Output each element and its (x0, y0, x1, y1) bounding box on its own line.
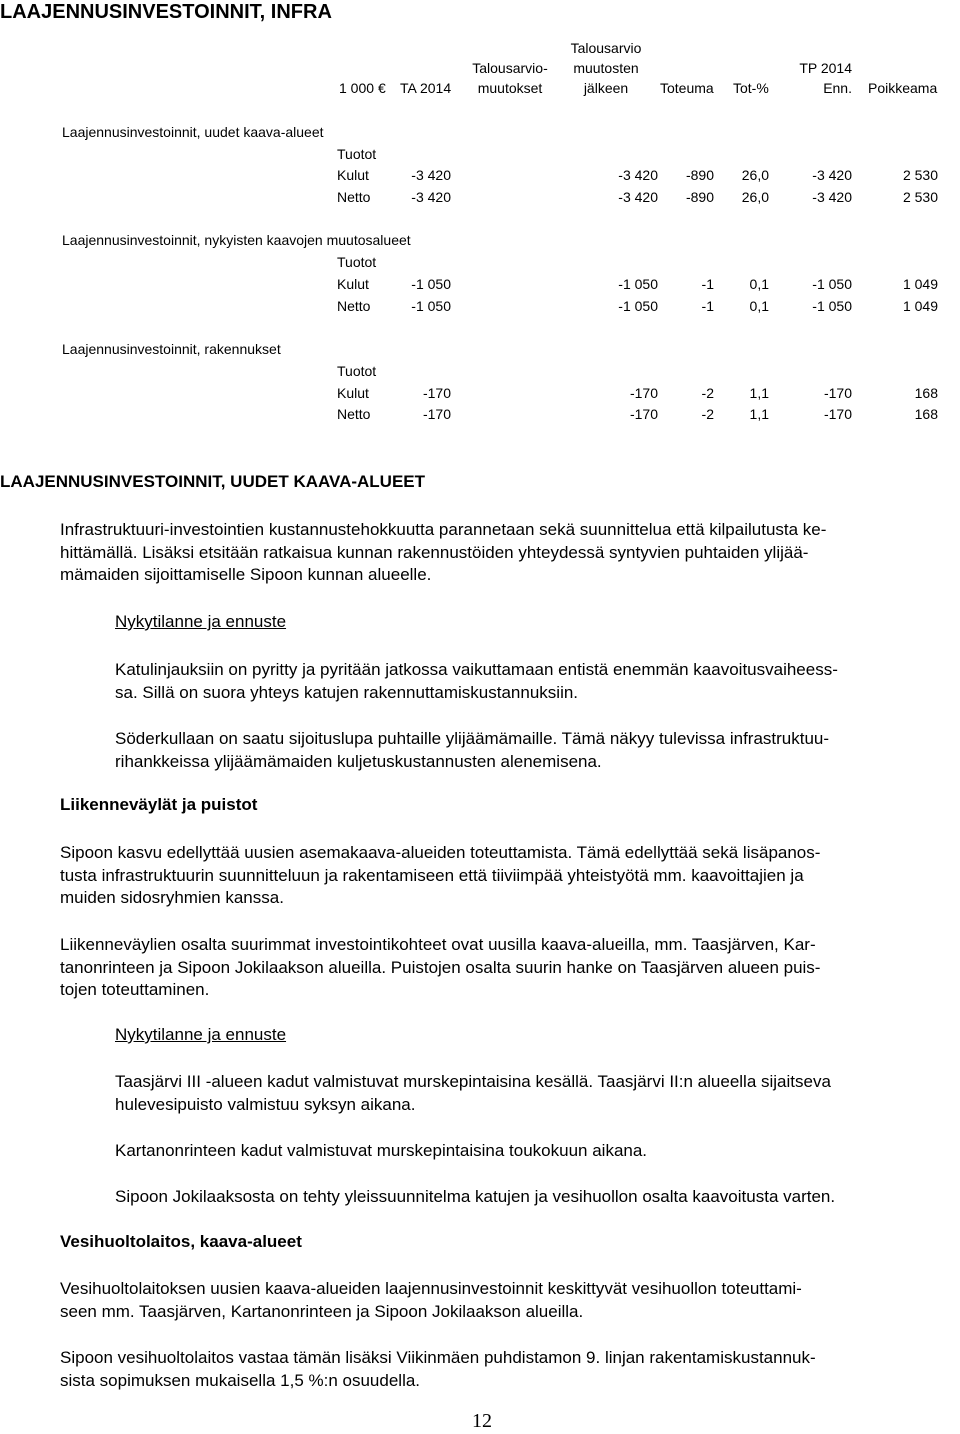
page-number: 12 (472, 1410, 492, 1432)
paragraph: Sipoon kasvu edellyttää uusien asemakaava-alueiden toteuttamista. Tämä edellyttää sekä lisäpanos- tusta infrastruktuurin suunnitteluun ja rakentamiseen että tiiviimpää yhteistyötä mm. kaavoittajien ja muiden sidosryhmien kanssa. (60, 843, 821, 907)
cell-jalkeen: -3 420 (618, 167, 658, 183)
section-name: Laajennusinvestoinnit, nykyisten kaavojen muutosalueet (62, 232, 411, 248)
cell-tp: -170 (823, 385, 852, 401)
col-talousarvio-jalkeen: Talousarvio muutosten jälkeen (570, 40, 642, 96)
paragraph: Katulinjauksiin on pyritty ja pyritään jatkossa vaikuttamaan entistä enemmän kaavoitusvaiheess- sa. Sillä on suora yhteys katujen rakennuttamiskustannuksiin. (115, 660, 838, 702)
section-name: Laajennusinvestoinnit, rakennukset (62, 341, 281, 357)
paragraph: Taasjärvi III -alueen kadut valmistuvat murskepintaisina kesällä. Taasjärvi II:n alueella sijaitseva hulevesipuisto valmistuu syksyn aikana. (115, 1072, 831, 1114)
cell-ta: -3 420 (411, 167, 451, 183)
paragraph: Infrastruktuuri-investointien kustannustehokkuutta parannetaan sekä suunnittelua että kilpailutusta ke- hittämällä. Lisäksi etsitään ratkaisua kunnan rakennustöiden yhteydessä syntyvien puhtaiden ylijää- mämaiden sijoittamiselle Sipoon kunnan alueelle. (60, 520, 827, 584)
row-label: Kulut (337, 276, 369, 292)
section-heading: Liikenneväylät ja puistot (60, 795, 258, 814)
cell-toteuma: -2 (701, 406, 714, 422)
cell-ta: -170 (422, 406, 451, 422)
paragraph: Vesihuoltolaitoksen uusien kaava-alueiden laajennusinvestoinnit keskittyvät vesihuollon toteuttami- seen mm. Taasjärven, Kartanonrinteen ja Sipoon Jokilaakson alueilla. (60, 1279, 802, 1321)
cell-jalkeen: -170 (629, 406, 658, 422)
col-totpct: Tot-% (733, 80, 769, 96)
cell-ta: -1 050 (411, 276, 451, 292)
cell-toteuma: -890 (685, 189, 714, 205)
col-talousarviomuutokset: Talousarvio- muutokset (472, 60, 548, 96)
cell-poik: 168 (914, 406, 938, 422)
section-name: Laajennusinvestoinnit, uudet kaava-alueet (62, 124, 324, 140)
col-toteuma: Toteuma (660, 80, 714, 96)
col-poikkeama: Poikkeama (868, 80, 938, 96)
cell-jalkeen: -3 420 (618, 189, 658, 205)
row-label: Netto (337, 189, 371, 205)
cell-poik: 1 049 (902, 298, 938, 314)
row-label: Kulut (337, 167, 369, 183)
cell-tp: -1 050 (812, 276, 852, 292)
cell-toteuma: -890 (685, 167, 714, 183)
row-label: Netto (337, 406, 371, 422)
cell-tp: -170 (823, 406, 852, 422)
col-tp2014: TP 2014 Enn. (799, 60, 852, 96)
paragraph: Sipoon vesihuoltolaitos vastaa tämän lisäksi Viikinmäen puhdistamon 9. linjan rakentamiskustannuk- sista sopimuksen mukaisella 1,5 %:n osuudella. (60, 1348, 816, 1390)
cell-poik: 2 530 (902, 189, 938, 205)
cell-totpct: 26,0 (741, 167, 769, 183)
section-heading: LAAJENNUSINVESTOINNIT, UUDET KAAVA-ALUEET (0, 472, 426, 491)
row-label: Tuotot (337, 146, 377, 162)
row-label: Netto (337, 298, 371, 314)
cell-poik: 1 049 (902, 276, 938, 292)
cell-poik: 2 530 (902, 167, 938, 183)
cell-totpct: 0,1 (749, 276, 769, 292)
cell-jalkeen: -1 050 (618, 276, 658, 292)
paragraph: Söderkullaan on saatu sijoituslupa puhtaille ylijäämämaille. Tämä näkyy tulevissa infrastruktuu- rihankkeissa ylijäämämaiden kuljetuskustannusten alenemisena. (115, 729, 830, 771)
section-heading: Vesihuoltolaitos, kaava-alueet (60, 1232, 302, 1251)
col-ta2014: TA 2014 (400, 80, 452, 96)
cell-poik: 168 (914, 385, 938, 401)
subheading: Nykytilanne ja ennuste (115, 1025, 287, 1044)
unit-label: 1 000 € (339, 80, 386, 96)
row-label: Tuotot (337, 363, 377, 379)
cell-ta: -3 420 (411, 189, 451, 205)
cell-tp: -1 050 (812, 298, 852, 314)
subheading: Nykytilanne ja ennuste (115, 612, 287, 631)
row-label: Tuotot (337, 254, 377, 270)
cell-totpct: 26,0 (741, 189, 769, 205)
cell-toteuma: -2 (701, 385, 714, 401)
paragraph: Kartanonrinteen kadut valmistuvat murskepintaisina toukokuun aikana. (115, 1141, 648, 1160)
cell-ta: -170 (422, 385, 451, 401)
paragraph: Sipoon Jokilaaksosta on tehty yleissuunnitelma katujen ja vesihuollon osalta kaavoitusta varten. (115, 1187, 836, 1206)
cell-ta: -1 050 (411, 298, 451, 314)
cell-jalkeen: -170 (629, 385, 658, 401)
cell-toteuma: -1 (701, 298, 714, 314)
cell-totpct: 0,1 (749, 298, 769, 314)
cell-tp: -3 420 (812, 167, 852, 183)
cell-tp: -3 420 (812, 189, 852, 205)
page-title: LAAJENNUSINVESTOINNIT, INFRA (0, 1, 332, 23)
row-label: Kulut (337, 385, 369, 401)
paragraph: Liikenneväylien osalta suurimmat investointikohteet ovat uusilla kaava-alueilla, mm. Taasjärven, Kar- tanonrinteen ja Sipoon Jokilaakson alueilla. Puistojen osalta suurin hanke on Taasjärven alueen puis- tojen toteuttaminen. (60, 935, 821, 999)
cell-toteuma: -1 (701, 276, 714, 292)
cell-totpct: 1,1 (749, 385, 769, 401)
cell-jalkeen: -1 050 (618, 298, 658, 314)
cell-totpct: 1,1 (749, 406, 769, 422)
